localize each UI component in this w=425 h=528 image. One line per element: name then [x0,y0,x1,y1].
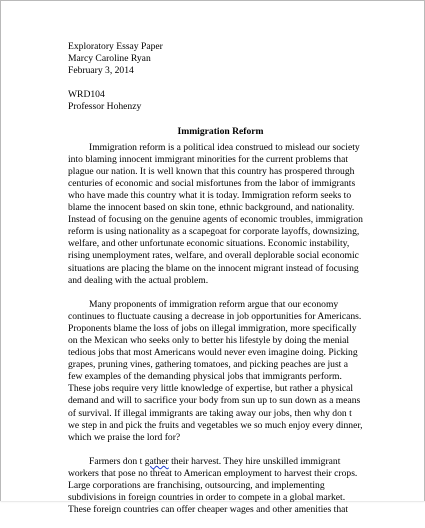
text-line: tedious jobs that most Americans would never even imagine doing. Picking [68,347,358,359]
text-line: reform is using nationality as a scapegoat for corporate layoffs, downsizing, [68,226,360,238]
text-line: rising unemployment rates, welfare, and overall deplorable social economic [68,250,359,262]
essay-title: Immigration Reform [177,126,264,138]
date-line: February 3, 2014 [68,65,134,77]
text-line: Many proponents of immigration reform argue that our economy [89,298,339,310]
text-line: centuries of economic and social misfortunes from the labor of immigrants [68,177,356,189]
professor-name: Professor Hohenzy [68,101,142,113]
paragraph-2 [68,299,373,444]
text-line: demand and will to sacrifice your body from sun up to sun down as a means [68,395,361,407]
paragraph-1 [68,142,373,287]
document-body[interactable] [68,41,373,528]
course-code: WRD104 [68,89,105,101]
text-line: situations are placing the blame on the innocent migrant instead of focusing [68,262,359,274]
text-line: grapes, pruning vines, gathering tomatoes, and picking peaches are just a [68,359,348,371]
text-line: into blaming innocent immigrant minorities for the current problems that [68,153,349,165]
text-line: we step in and pick the fruits and vegetables we so much enjoy every dinner, [68,419,363,431]
text-line: which we praise the lord for? [68,431,181,443]
spellcheck-flagged-word[interactable]: gather [144,455,169,467]
text-line: of survival. If illegal immigrants are taking away our jobs, then why don t [68,407,352,419]
text-line: Immigration reform is a political idea construed to mislead our society [89,141,360,153]
text-line: few examples of the demanding physical jobs that immigrants perform. [68,371,342,383]
text-line: Large corporations are franchising, outsourcing, and implementing [68,480,325,491]
text-line: These foreign countries can offer cheaper wages and other amenities that [68,504,349,516]
text-line: Proponents blame the loss of jobs on illegal immigration, more specifically [68,322,357,334]
text-line: These jobs require very little knowledge of expertise, but rather a physical [68,383,354,395]
text-line: blame the innocent based on skin tone, ethnic background, and nationality. [68,202,355,214]
text-line: who have made this country what it is today. Immigration reform seeks to [68,189,352,201]
text-line [68,456,373,468]
text-line: workers that pose no threat to American employment to harvest their crops. [68,467,358,479]
text-line: and dealing with the actual problem. [68,274,209,286]
text-line: subdivisions in foreign countries in order to compete in a global market. [68,492,346,504]
text-line: plague our nation. It is well known that this country has prospered through [68,165,355,177]
text-line: continues to fluctuate causing a decrease in job opportunities for Americans. [68,310,362,322]
author-name: Marcy Caroline Ryan [68,53,151,65]
text-fragment: Farmers don t [89,455,145,467]
text-line: Instead of focusing on the genuine agents of economic troubles, immigration [68,214,363,226]
paragraph-3 [68,456,373,516]
text-fragment: their harvest. They hire unskilled immigrant [168,455,341,467]
text-line: on the Mexican who seeks only to better his lifestyle by doing the menial [68,334,350,346]
assignment-title: Exploratory Essay Paper [68,41,163,52]
text-line: welfare, and other unfortunate economic situations. Economic instability, [68,238,350,250]
